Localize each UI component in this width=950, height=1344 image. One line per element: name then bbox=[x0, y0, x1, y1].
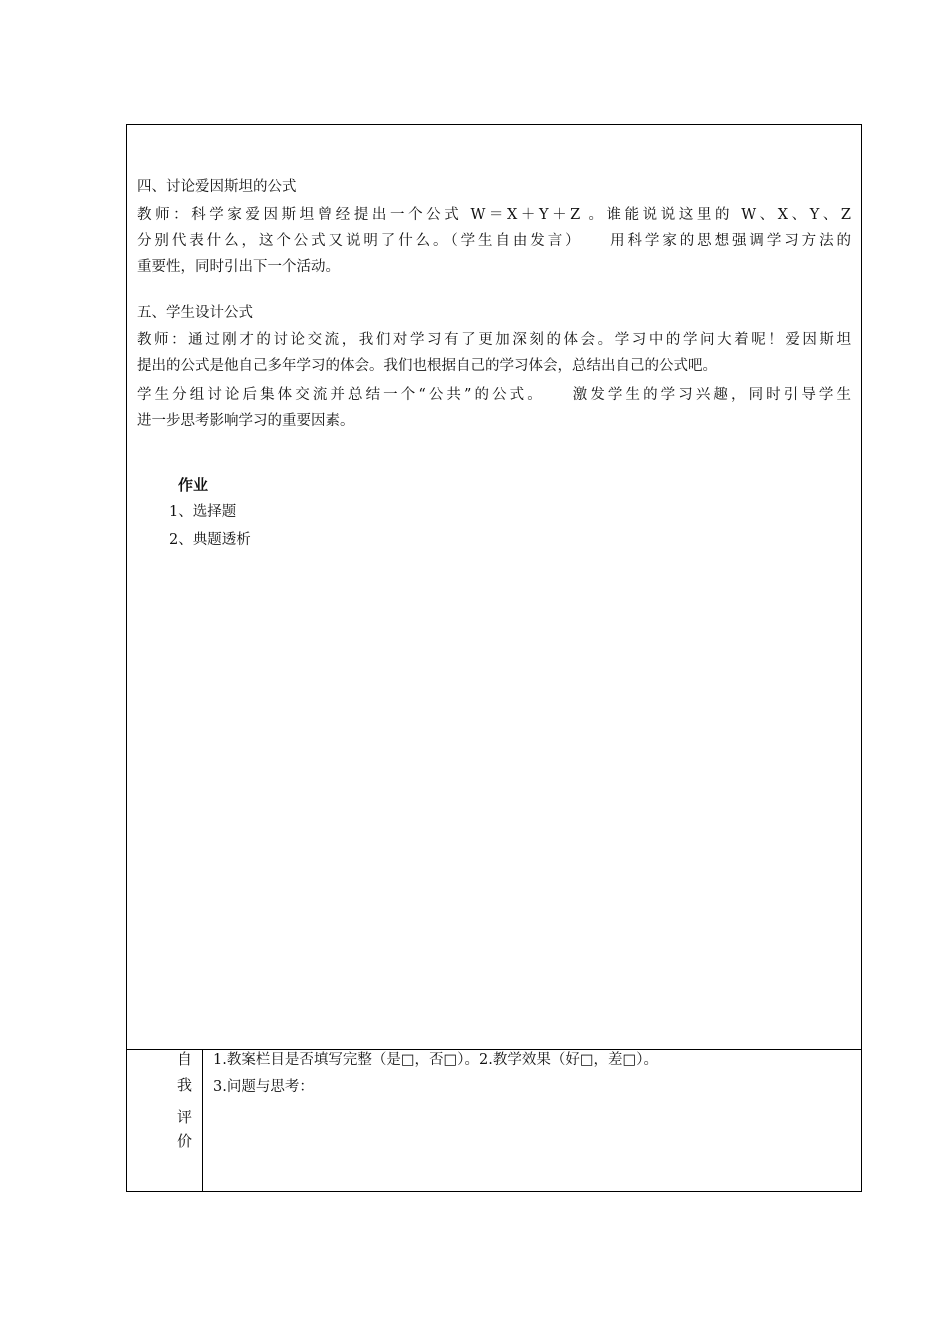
self-evaluation-content-cell bbox=[203, 1050, 861, 1191]
section5-line-3: 学生分组讨论后集体交流并总结一个“公共”的公式。 激发学生的学习兴趣，同时引导学生 bbox=[137, 387, 851, 403]
lesson-plan-table bbox=[126, 124, 862, 1192]
lesson-content-cell bbox=[127, 125, 861, 1050]
self-evaluation-line-1: 1.教案栏目是否填写完整（是□，否□）。2.教学效果（好□，差□）。 bbox=[213, 1052, 658, 1068]
self-evaluation-label-char-4: 价 bbox=[177, 1132, 193, 1150]
section5-heading: 五、学生设计公式 bbox=[137, 305, 253, 321]
section4-line-2: 分别代表什么，这个公式又说明了什么。（学生自由发言） 用科学家的思想强调学习方法的 bbox=[137, 233, 851, 249]
section5-line-2: 提出的公式是他自己多年学习的体会。我们也根据自己的学习体会，总结出自己的公式吧。 bbox=[137, 358, 717, 374]
section4-line-3: 重要性，同时引出下一个活动。 bbox=[137, 259, 340, 275]
self-evaluation-row bbox=[127, 1050, 861, 1191]
homework-item-2: 2、典题透析 bbox=[169, 532, 251, 548]
homework-title: 作业 bbox=[178, 476, 209, 494]
section4-heading: 四、讨论爱因斯坦的公式 bbox=[137, 179, 297, 195]
self-evaluation-label-char-3: 评 bbox=[177, 1108, 193, 1126]
homework-item-1: 1、选择题 bbox=[169, 504, 237, 520]
self-evaluation-label-char-2: 我 bbox=[177, 1076, 193, 1094]
self-evaluation-label-cell bbox=[127, 1050, 203, 1191]
self-evaluation-line-2: 3.问题与思考： bbox=[213, 1079, 314, 1095]
section5-line-1: 教师：通过刚才的讨论交流，我们对学习有了更加深刻的体会。学习中的学问大着呢！爱因斯坦 bbox=[137, 332, 851, 348]
section5-line-4: 进一步思考影响学习的重要因素。 bbox=[137, 413, 355, 429]
section4-line-1: 教师：科学家爱因斯坦曾经提出一个公式 W＝X＋Y＋Z 。谁能说说这里的 W、X、Y、Z bbox=[137, 207, 851, 223]
self-evaluation-label-char-1: 自 bbox=[177, 1050, 193, 1068]
